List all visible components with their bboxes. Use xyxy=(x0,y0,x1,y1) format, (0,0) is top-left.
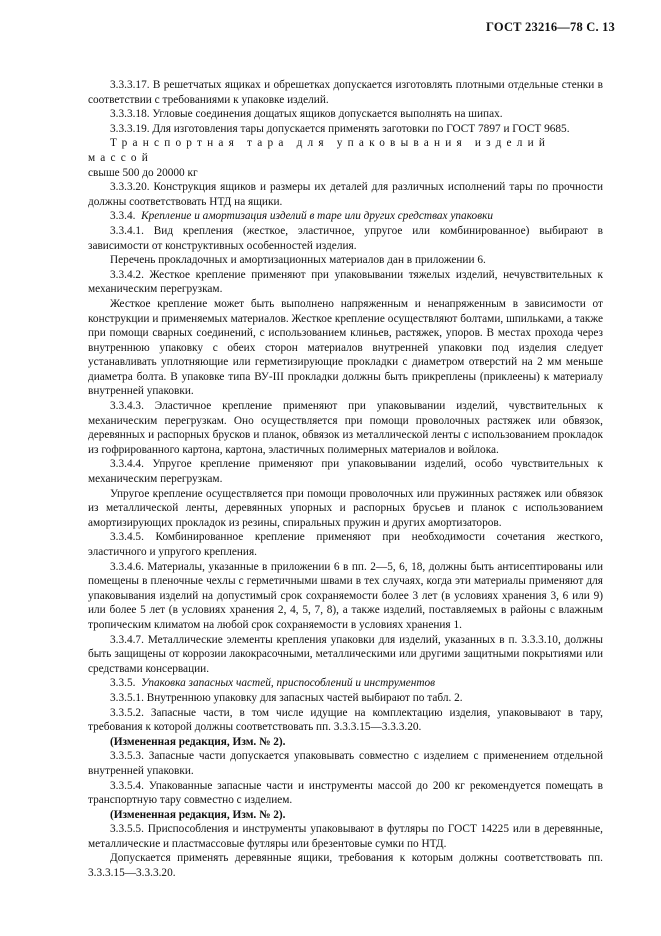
paragraph: 3.3.5.4. Упакованные запасные части и инструменты массой до 200 кг рекомендуется помещать в транспортную тару совместно с изделием. xyxy=(88,779,603,807)
paragraph: 3.3.5.1. Внутреннюю упаковку для запасных частей выбирают по табл. 2. xyxy=(110,691,463,704)
paragraph: 3.3.3.17. В решетчатых ящиках и обрешетках допускается изготовлять плотными отдельные стенки в соответствии с требованиями к упаковке изделий. xyxy=(88,79,603,106)
paragraph: 3.3.4.1. Вид крепления (жесткое, эластичное, упругое или комбинированное) выбирают в зависимости от конструктивных особенностей изделия. xyxy=(88,224,603,252)
paragraph: 3.3.4.6. Материалы, указанные в приложении 6 в пп. 2—5, 6, 18, должны быть антисептированы или помещены в пленочные чехлы с герметичными швами в тех случаях, когда эти материалы применяют для упаковывания изделий на допустимый срок сохраняемости более 3 лет (в условиях хранения 3, 6 или 9) или более 5 лет (в условиях хранения 2, 4, 5, 7, 8), а также изделий, поставляемых в районы с влажным тропическим климатом на любой срок сохраняемости в условиях хранения 1. xyxy=(88,560,603,631)
revision-note-text: (Измененная редакция, Изм. № 2). xyxy=(110,735,286,748)
paragraph: Упругое крепление осуществляется при помощи проволочных или пружинных растяжек или обвязок из металлической ленты, деревянных упорных и распорных брусьев и планок с использованием амортизирующих прокладок из резины, спиральных пружин и других амортизаторов. xyxy=(88,487,603,529)
paragraph: 3.3.3.19. Для изготовления тары допускается применять заготовки по ГОСТ 7897 и ГОСТ 9685. xyxy=(110,122,570,135)
paragraph-spaced: свыше 500 до 20000 кг xyxy=(88,166,198,179)
section-heading xyxy=(88,209,603,224)
page-header: ГОСТ 23216—78 С. 13 xyxy=(486,20,615,34)
revision-note-text: (Измененная редакция, Изм. № 2). xyxy=(110,808,286,821)
paragraph: 3.3.5.5. Приспособления и инструменты упаковывают в футляры по ГОСТ 14225 или в деревянные, металлические и пластмассовые футляры или брезентовые сумки по НТД. xyxy=(88,823,603,850)
section-number: 3.3.4. xyxy=(110,210,136,223)
paragraph: 3.3.4.4. Упругое крепление применяют при упаковывании изделий, особо чувствительных к механическим перегрузкам. xyxy=(88,458,603,486)
section-title: Крепление и амортизация изделий в таре или других средствах упаковки xyxy=(141,210,494,223)
paragraph: Жесткое крепление может быть выполнено напряженным и ненапряженным в зависимости от конструкции и применяемых материалов. Жесткое крепление осуществляют болтами, шпильками, а также при помощи сварных соединений, с использованием клиньев, растяжек, упоров. В местах прохода через внутреннюю упаковку с обеих сторон материалов внутренней упаковки под изделия следует устанавливать уплотняющие или герметизирующие прокладки с диаметром отверстий на 2 мм меньше диаметра болта. В упаковке типа ВУ-III прокладки должны быть прикреплены (приклеены) к материалу внутренней упаковки. xyxy=(88,297,603,398)
paragraph: 3.3.3.20. Конструкция ящиков и размеры их деталей для различных исполнений тары по прочности должны соответствовать НТД на ящики. xyxy=(88,181,603,208)
paragraph-spaced: Транспортная тара для упаковывания изделий массой xyxy=(88,137,551,164)
paragraph: 3.3.5.3. Запасные части допускается упаковывать совместно с изделием с применением отдельной внутренней упаковки. xyxy=(88,750,603,777)
revision-note xyxy=(88,735,603,750)
paragraph: 3.3.4.2. Жесткое крепление применяют при упаковывании тяжелых изделий, нечувствительных к механическим перегрузкам. xyxy=(88,268,603,296)
paragraph: 3.3.3.18. Угловые соединения дощатых ящиков допускается выполнять на шипах. xyxy=(110,108,503,121)
paragraph: Допускается применять деревянные ящики, требования к которым должны соответствовать пп. 3.3.3.15—3.3.3.20. xyxy=(88,852,603,880)
paragraph: 3.3.4.3. Эластичное крепление применяют при упаковывании изделий, чувствительных к механическим перегрузкам. Оно осуществляется при помощи проволочных растяжек или обвязок, деревянных и распорных брусков и планок, обвязок из металлической ленты с использованием прокладок из гофрированного картона, картона, эластичных полимерных материалов и войлока. xyxy=(88,400,603,456)
section-heading xyxy=(88,676,603,691)
section-number: 3.3.5. xyxy=(110,677,136,690)
paragraph: 3.3.4.5. Комбинированное крепление применяют при необходимости сочетания жесткого, эластичного и упругого крепления. xyxy=(88,531,603,558)
document-body xyxy=(88,78,603,881)
paragraph: 3.3.5.2. Запасные части, в том числе идущие на комплектацию изделия, упаковывают в тару, требования к которой должны соответствовать пп. 3.3.3.15—3.3.3.20. xyxy=(88,706,603,734)
paragraph: 3.3.4.7. Металлические элементы крепления упаковки для изделий, указанных в п. 3.3.3.10, должны быть защищены от коррозии лакокрасочными, металлическими или другими защитными покрытиями или средствами консервации. xyxy=(88,633,603,675)
section-title: Упаковка запасных частей, приспособлений и инструментов xyxy=(141,677,436,690)
revision-note xyxy=(88,808,603,823)
paragraph: Перечень прокладочных и амортизационных материалов дан в приложении 6. xyxy=(110,254,486,267)
